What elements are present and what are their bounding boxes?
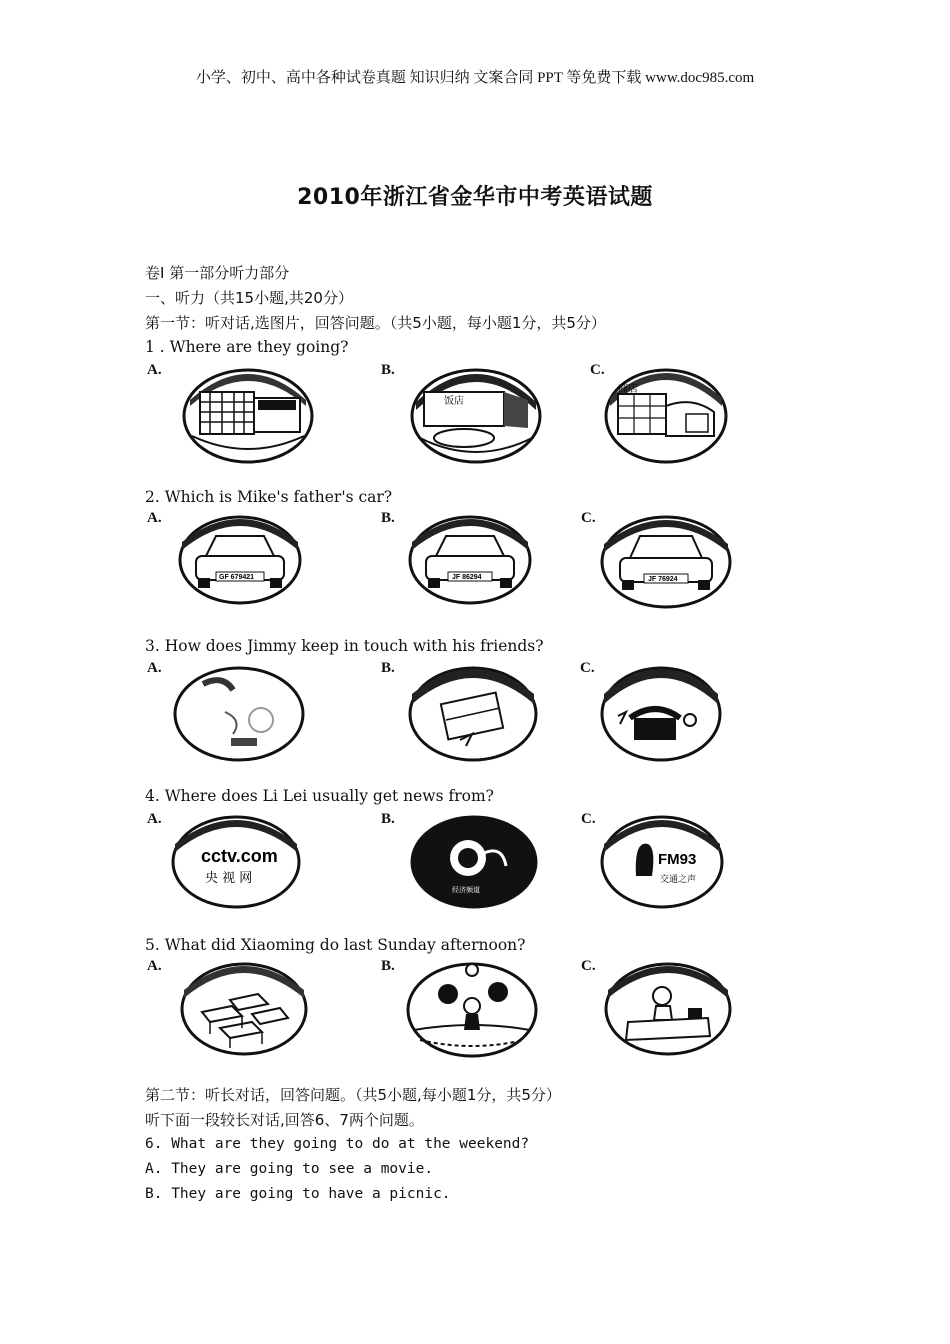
section-two-intro: 听下面一段较长对话,回答6、7两个问题。 [145,1111,424,1129]
letter-picture[interactable] [408,664,538,764]
question-6: 6. What are they going to do at the weekend? [145,1136,530,1152]
fm93-logo: FM93 [658,851,697,868]
q3-option-b-label: B. [381,660,395,676]
question-3: 3. How does Jimmy keep in touch with his friends? [145,637,544,655]
car-a-picture[interactable] [178,514,302,606]
economy-channel-label: 经济频道 [452,886,480,894]
classroom-desks-picture[interactable] [180,960,308,1058]
q5-option-c-label: C. [581,958,596,974]
cctv-website-picture[interactable] [171,814,301,910]
q3-option-c-label: C. [580,660,595,676]
kids-garden-picture[interactable] [406,960,538,1060]
car-b-plate: JF 86294 [452,574,482,581]
library-building-picture[interactable] [182,366,314,466]
q3-option-a-label: A. [147,660,162,676]
q5-option-a-label: A. [147,958,162,974]
computer-email-picture[interactable] [173,664,305,764]
section-one-instructions: 第一节：听对话,选图片，回答问题。（共5小题，每小题1分，共5分） [145,314,606,332]
question-1: 1 . Where are they going? [145,338,349,356]
restaurant-sign: 饭店 [444,396,464,407]
q2-option-a-label: A. [147,510,162,526]
car-a-plate: GF 679421 [219,574,255,581]
section-heading: 卷I 第一部分听力部分 [145,264,290,282]
boy-at-desk-picture[interactable] [604,960,732,1058]
q1-option-c-label: C. [590,362,605,378]
q4-option-c-label: C. [581,811,596,827]
part-one-heading: 一、听力（共15小题,共20分） [145,289,353,307]
restaurant-building-picture[interactable] [410,366,542,466]
car-b-picture[interactable] [408,514,532,606]
section-two-instructions: 第二节：听长对话，回答问题。（共5小题,每小题1分，共5分） [145,1086,561,1104]
q1-option-b-label: B. [381,362,395,378]
shop-building-picture[interactable] [604,366,728,466]
fm93-subtitle: 交通之声 [660,875,697,885]
question-2: 2. Which is Mike's father's car? [145,488,393,506]
q2-option-b-label: B. [381,510,395,526]
radio-fm93-picture[interactable] [600,814,724,910]
q5-option-b-label: B. [381,958,395,974]
q1-option-a-label: A. [147,362,162,378]
exam-title: 2010年浙江省金华市中考英语试题 [297,185,653,210]
question-4: 4. Where does Li Lei usually get news from? [145,787,494,805]
q4-option-b-label: B. [381,811,395,827]
q6-option-b[interactable]: B. They are going to have a picnic. [145,1186,451,1202]
cctv-logo-text: cctv.com [201,846,278,866]
q2-option-c-label: C. [581,510,596,526]
page-header: 小学、初中、高中各种试卷真题 知识归纳 文案合同 PPT 等免费下载 www.doc985.com [195,70,755,86]
car-c-plate: JF 76924 [648,576,678,583]
q6-option-a[interactable]: A. They are going to see a movie. [145,1161,434,1177]
q4-option-a-label: A. [147,811,162,827]
cctv-subtitle: 央 视 网 [205,871,253,886]
car-c-picture[interactable] [600,514,732,610]
shop-sign: 商店 [618,384,638,395]
telephone-picture[interactable] [600,664,722,764]
question-5: 5. What did Xiaoming do last Sunday afternoon? [145,936,526,954]
tv-economy-channel-picture[interactable] [410,814,538,910]
